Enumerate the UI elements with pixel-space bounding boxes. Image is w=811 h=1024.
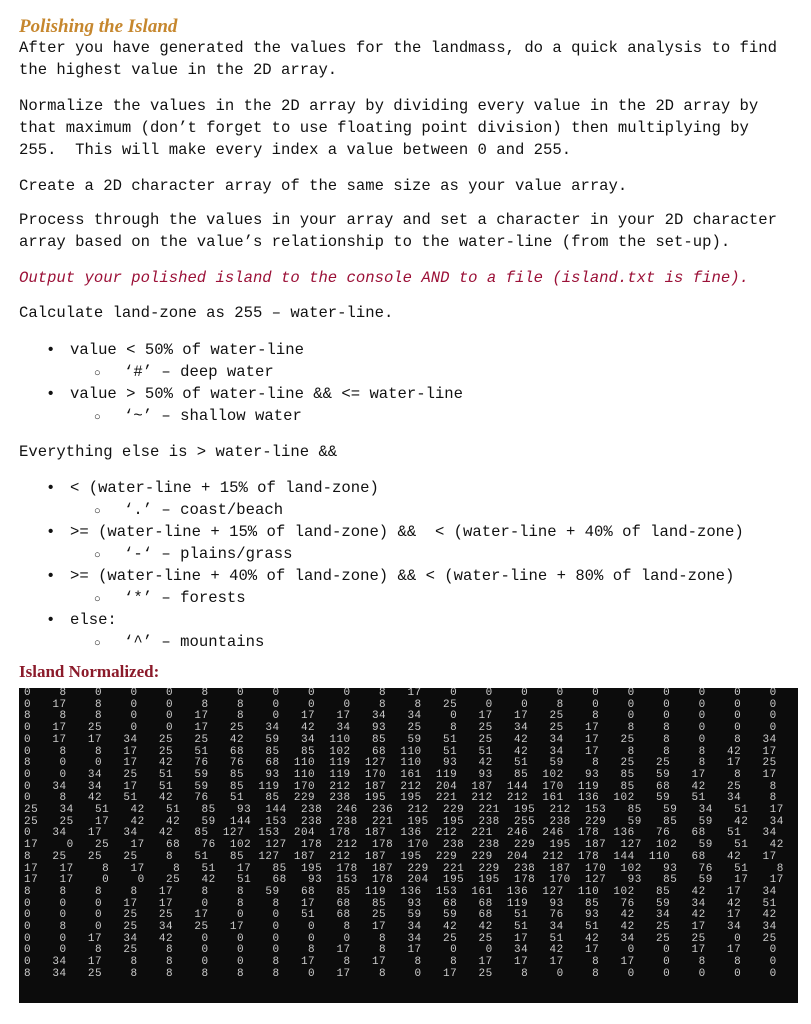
circle-bullet-icon: ○ <box>94 550 101 562</box>
console-row: 0 0 0 25 25 17 0 0 51 68 25 59 59 68 51 76 93 42 34 42 17 42 <box>24 909 777 922</box>
console-row: 17 0 25 17 68 76 102 127 178 212 178 170 238 238 229 195 187 127 102 59 51 42 <box>24 839 784 852</box>
everything-else-paragraph: Everything else is > water-line && <box>19 443 338 461</box>
console-row: 8 0 0 17 42 76 76 68 110 119 127 110 93 42 51 59 8 25 25 8 17 25 <box>24 757 777 770</box>
console-row: 0 17 25 0 0 17 25 34 42 34 93 25 8 25 34 25 17 8 8 0 0 0 <box>24 722 777 735</box>
circle-bullet-icon: ○ <box>94 506 101 518</box>
list-item: • >= (water-line + 15% of land-zone) && < (water-line + 40% of land-zone) <box>46 523 744 541</box>
console-row: 0 0 34 25 51 59 85 93 110 119 170 161 119 93 85 102 93 85 59 17 8 17 <box>24 768 777 781</box>
console-row: 0 34 17 8 8 0 0 8 17 8 17 8 8 17 17 17 8 17 0 8 8 0 <box>24 956 777 969</box>
console-row: 8 8 8 8 17 8 8 59 68 85 119 136 153 161 136 127 110 102 85 42 17 34 <box>24 885 777 898</box>
console-row: 8 8 8 0 0 17 8 0 17 17 34 34 0 17 17 25 8 0 0 0 0 0 <box>24 710 777 723</box>
console-row: 0 17 17 34 25 25 42 59 34 110 85 59 51 25 42 34 17 25 8 0 8 34 <box>24 733 777 746</box>
intro-paragraph: After you have generated the values for the landmass, do a quick analysis to find the highest value in the 2D array. <box>19 39 777 79</box>
bullet-icon: • <box>46 567 56 585</box>
console-row: 0 8 0 25 34 25 17 0 0 8 17 34 42 42 51 34 51 42 25 17 34 34 <box>24 921 777 934</box>
console-row: 17 17 8 17 8 51 17 85 195 178 187 229 221 229 238 187 170 102 93 76 51 8 <box>24 862 784 875</box>
process-paragraph: Process through the values in your array and set a character in your 2D character array based on the value’s relationship to the water-line (from the set-up). <box>19 211 777 251</box>
list-item: • value > 50% of water-line && <= water-line <box>46 385 464 403</box>
console-row: 25 25 17 42 42 59 144 153 238 238 221 195 195 238 255 238 229 59 85 59 42 34 <box>24 815 784 828</box>
console-row: 0 17 8 0 0 8 8 0 0 0 8 8 25 0 0 8 0 0 0 0 0 0 <box>24 698 777 711</box>
console-row: 0 0 8 25 8 0 0 0 8 17 8 17 0 0 34 42 17 0 0 17 17 0 <box>24 944 777 957</box>
bullet-icon: • <box>46 479 56 497</box>
console-row: 0 8 8 17 25 51 68 85 85 102 68 110 51 51 42 34 17 8 8 8 42 17 <box>24 745 777 758</box>
bullet-icon: • <box>46 385 56 403</box>
bullet-icon: • <box>46 523 56 541</box>
console-row: 25 34 51 42 51 85 93 144 238 246 236 212 229 221 195 212 153 85 59 34 51 17 <box>24 804 784 817</box>
console-row: 0 0 17 34 42 0 0 0 0 0 8 34 25 25 17 51 42 34 25 25 0 25 <box>24 932 777 945</box>
console-row: 0 34 17 34 42 85 127 153 204 178 187 136 212 221 246 246 178 136 76 68 51 34 <box>24 827 777 840</box>
bullet-icon: • <box>46 341 56 359</box>
list-item: • value < 50% of water-line <box>46 341 304 359</box>
output-instruction: Output your polished island to the console AND to a file (island.txt is fine). <box>19 269 749 287</box>
normalize-paragraph: Normalize the values in the 2D array by dividing every value in the 2D array by that maximum (don’t forget to use floating point division) then multiplying by 255. This will make every index a value between 0 and 255. <box>19 97 759 159</box>
circle-bullet-icon: ○ <box>94 638 101 650</box>
console-text <box>19 688 798 981</box>
console-row: 8 34 25 8 8 8 8 8 0 17 8 0 17 25 8 0 8 0 0 0 0 0 <box>24 967 777 980</box>
console-row: 0 0 0 17 17 0 8 8 17 68 85 93 68 68 119 93 85 76 59 34 42 51 <box>24 897 777 910</box>
console-row: 8 25 25 25 8 51 85 127 187 212 187 195 229 229 204 212 178 144 110 68 42 17 <box>24 850 777 863</box>
console-row: 0 8 0 0 0 8 0 0 0 0 8 17 0 0 0 0 0 0 0 0 0 0 <box>24 688 777 699</box>
land-zone-paragraph: Calculate land-zone as 255 – water-line. <box>19 304 394 322</box>
console-output <box>19 688 798 1003</box>
sub-list-item: ○ ‘~’ – shallow water <box>94 405 302 429</box>
bullet-icon: • <box>46 611 56 629</box>
circle-bullet-icon: ○ <box>94 368 101 380</box>
list-item: • else: <box>46 611 117 629</box>
sub-list-item: ○ ‘*’ – forests <box>94 587 246 611</box>
circle-bullet-icon: ○ <box>94 412 101 424</box>
console-row: 0 34 34 17 51 59 85 119 170 212 187 212 204 187 144 170 119 85 68 42 25 8 <box>24 780 777 793</box>
list-item: • < (water-line + 15% of land-zone) <box>46 479 379 497</box>
sub-list-item: ○ ‘^’ – mountains <box>94 631 264 655</box>
section-heading: Polishing the Island <box>19 16 178 37</box>
sub-list-item: ○ ‘.’ – coast/beach <box>94 499 283 523</box>
console-row: 17 17 0 0 25 42 51 68 93 153 178 204 195 195 178 170 127 93 85 59 17 17 <box>24 874 784 887</box>
console-row: 0 8 42 51 42 76 51 85 229 238 195 195 221 212 212 161 136 102 59 51 34 8 <box>24 792 777 805</box>
normalized-heading: Island Normalized: <box>19 662 160 681</box>
char-array-paragraph: Create a 2D character array of the same size as your value array. <box>19 177 628 195</box>
sub-list-item: ○ ‘-‘ – plains/grass <box>94 543 292 567</box>
list-item: • >= (water-line + 40% of land-zone) && < (water-line + 80% of land-zone) <box>46 567 735 585</box>
circle-bullet-icon: ○ <box>94 594 101 606</box>
sub-list-item: ○ ‘#’ – deep water <box>94 361 274 385</box>
